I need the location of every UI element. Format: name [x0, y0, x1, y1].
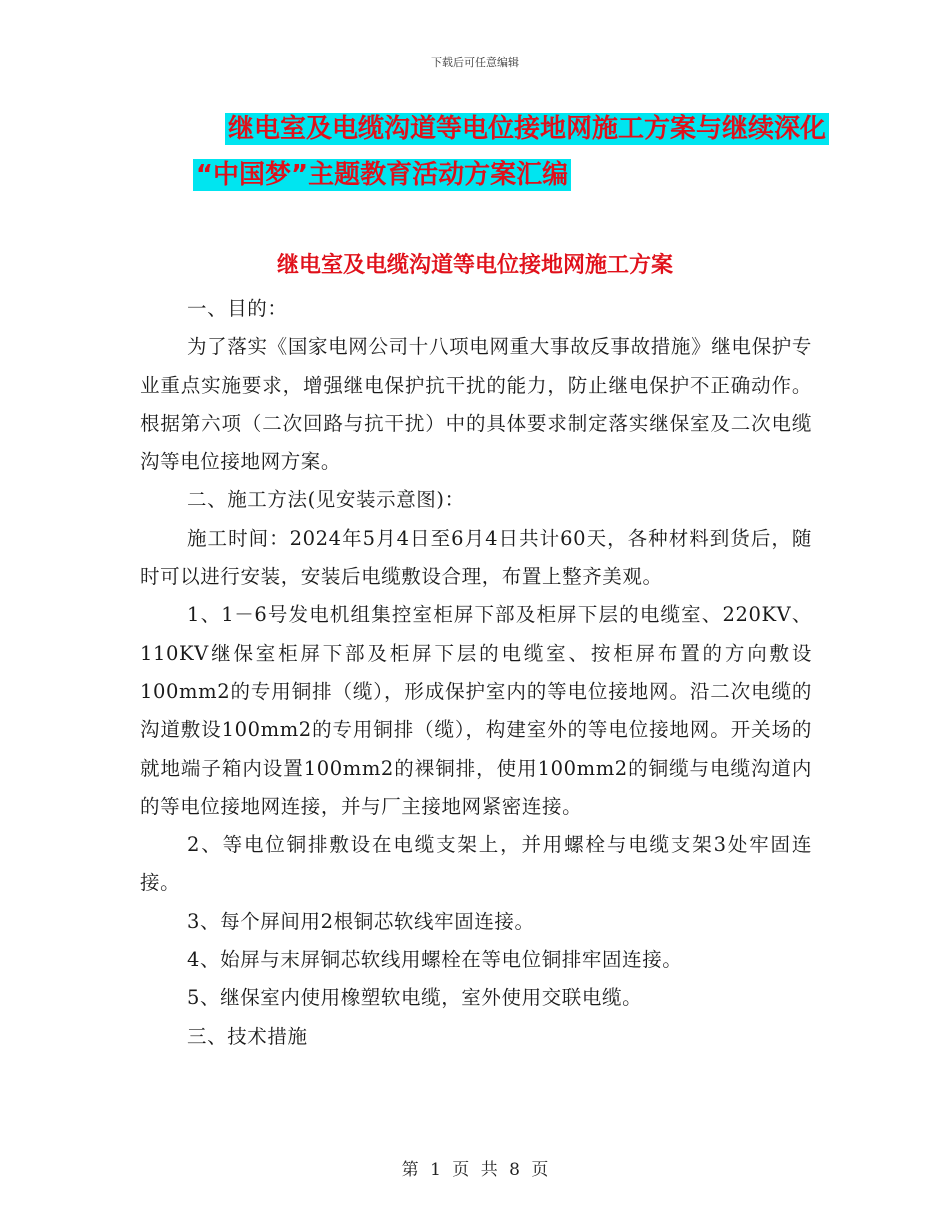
- heading-method: 二、施工方法(见安装示意图)：: [187, 488, 465, 512]
- heading-purpose: 一、目的：: [187, 297, 288, 320]
- paragraph-item-5: 5、继保室内使用橡塑软电缆，室外使用交联电缆。: [187, 986, 643, 1010]
- paragraph-item-1: 1、1－6号发电机组集控室柜屏下部及柜屏下层的电缆室、220KV、110KV继保室柜屏下部及柜屏下层的电缆室、按柜屏布置的方向敷设100mm2的专用铜排（缆），形成保护室内的等电位接地网。沿二次电缆的沟道敷设100mm2的专用铜排（缆），构建室外的等电位接地网。开关场的就地端子箱内设置100mm2的裸铜排，使用100mm2的铜缆与电缆沟道内的等电位接地网连接，并与厂主接地网紧密连接。: [140, 603, 812, 818]
- paragraph-item-2: 2、等电位铜排敷设在电缆支架上，并用螺栓与电缆支架3处牢固连接。: [140, 833, 812, 895]
- document-title-line-2: “中国梦”主题教育活动方案汇编: [0, 157, 857, 193]
- paragraph-purpose: 为了落实《国家电网公司十八项电网重大事故反事故措施》继电保护专业重点实施要求，增强继电保护抗干扰的能力，防止继电保护不正确动作。根据第六项（二次回路与抗干扰）中的具体要求制定落实继保室及二次电缆沟等电位接地网方案。: [140, 335, 812, 474]
- page-header-note: 下载后可任意编辑: [431, 56, 519, 69]
- paragraph-item-4: 4、始屏与末屏铜芯软线用螺栓在等电位铜排牢固连接。: [187, 948, 683, 972]
- heading-technical: 三、技术措施: [187, 1024, 308, 1048]
- document-title-line-1: 继电室及电缆沟道等电位接地网施工方案与继续深化: [52, 111, 950, 147]
- document-body: [140, 290, 812, 1056]
- section-title: 继电室及电缆沟道等电位接地网施工方案: [276, 253, 673, 278]
- paragraph-schedule: 施工时间：2024年5月4日至6月4日共计60天，各种材料到货后，随时可以进行安装，安装后电缆敷设合理，布置上整齐美观。: [140, 526, 812, 589]
- paragraph-item-3: 3、每个屏间用2根铜芯软线牢固连接。: [187, 909, 535, 933]
- page-number: 第 1 页 共 8 页: [401, 1160, 549, 1180]
